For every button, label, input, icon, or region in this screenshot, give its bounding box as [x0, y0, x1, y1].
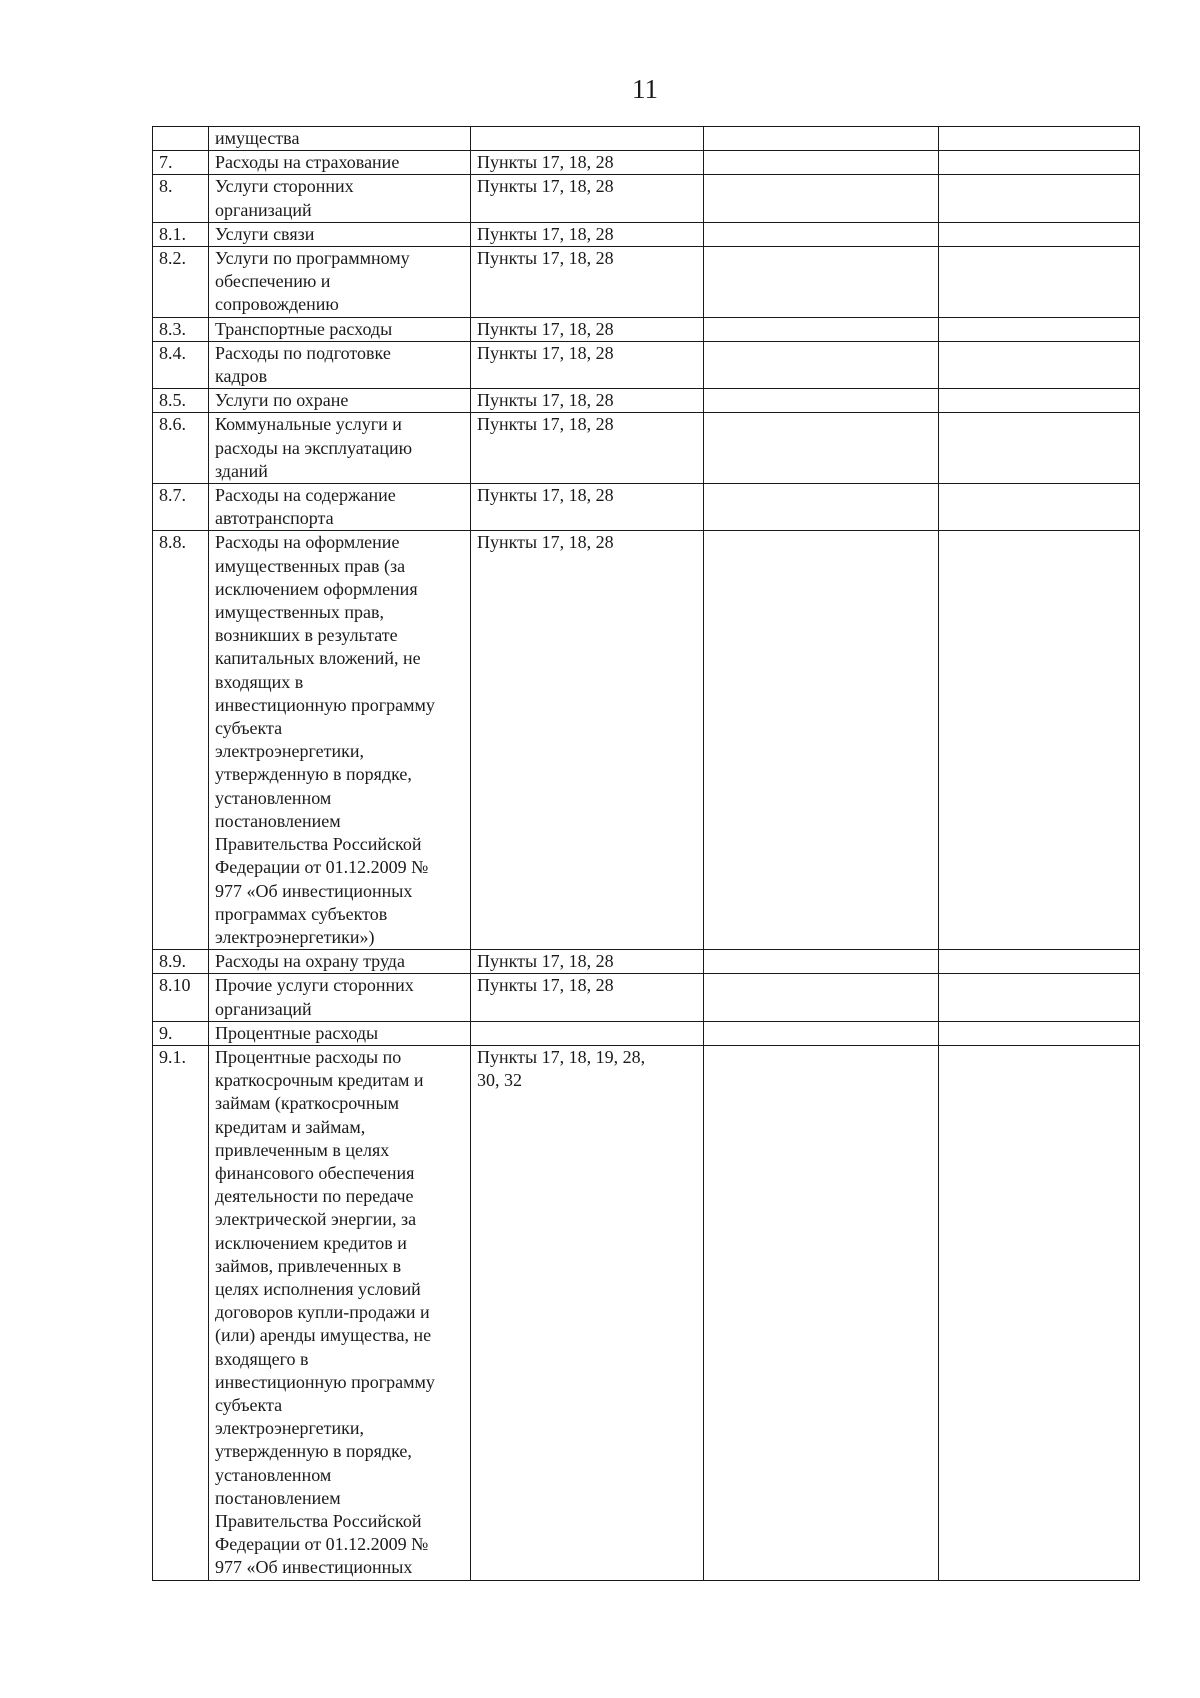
table-row: [153, 1021, 1140, 1045]
empty-cell: [704, 127, 939, 151]
item-number-cell: 8.3.: [153, 317, 209, 341]
empty-cell: [704, 413, 939, 484]
item-number-cell: 8.9.: [153, 950, 209, 974]
empty-cell: [704, 1021, 939, 1045]
item-name-cell: имущества: [209, 127, 471, 151]
empty-cell: [704, 974, 939, 1021]
table-row: [153, 413, 1140, 484]
item-name-cell: Услуги по охране: [209, 389, 471, 413]
empty-cell: [939, 389, 1140, 413]
item-name-cell: Расходы на охрану труда: [209, 950, 471, 974]
item-number-cell: 8.4.: [153, 341, 209, 388]
item-name-cell: Процентные расходы по краткосрочным кредитам и займам (краткосрочным кредитам и займам, привлеченным в целях финансового обеспечения деятельности по передаче электрической энергии, за исключением кредитов и займов, привлеченных в целях исполнения условий договоров купли-продажи и (или) аренды имущества, не входящего в инвестиционную программу субъекта электроэнергетики, утвержденную в порядке, установленном постановлением Правительства Российской Федерации от 01.12.2009 № 977 «Об инвестиционных: [209, 1045, 471, 1580]
empty-cell: [939, 151, 1140, 175]
item-number-cell: 8.6.: [153, 413, 209, 484]
empty-cell: [704, 1045, 939, 1580]
item-reference-cell: [471, 127, 704, 151]
item-number-cell: 8.7.: [153, 484, 209, 531]
table-row: [153, 247, 1140, 318]
item-reference-cell: Пункты 17, 18, 28: [471, 974, 704, 1021]
item-number-cell: 8.10: [153, 974, 209, 1021]
item-name-cell: Услуги связи: [209, 222, 471, 246]
item-name-cell: Прочие услуги сторонних организаций: [209, 974, 471, 1021]
empty-cell: [704, 175, 939, 222]
item-number-cell: 8.8.: [153, 531, 209, 950]
item-name-cell: Расходы по подготовке кадров: [209, 341, 471, 388]
empty-cell: [704, 531, 939, 950]
item-name-cell: Услуги сторонних организаций: [209, 175, 471, 222]
item-reference-cell: Пункты 17, 18, 28: [471, 341, 704, 388]
item-name-cell: Расходы на оформление имущественных прав (за исключением оформления имущественных прав, возникших в результате капитальных вложений, не входящих в инвестиционную программу субъекта электроэнергетики, утвержденную в порядке, установленном постановлением Правительства Российской Федерации от 01.12.2009 № 977 «Об инвестиционных программах субъектов электроэнергетики»): [209, 531, 471, 950]
item-reference-cell: Пункты 17, 18, 28: [471, 531, 704, 950]
item-reference-cell: Пункты 17, 18, 28: [471, 151, 704, 175]
table-row: [153, 222, 1140, 246]
item-name-cell: Услуги по программному обеспечению и сопровождению: [209, 247, 471, 318]
item-number-cell: 8.2.: [153, 247, 209, 318]
item-number-cell: 8.1.: [153, 222, 209, 246]
item-number-cell: 8.: [153, 175, 209, 222]
empty-cell: [939, 974, 1140, 1021]
item-number-cell: [153, 127, 209, 151]
item-reference-cell: Пункты 17, 18, 28: [471, 175, 704, 222]
table-row: [153, 1045, 1140, 1580]
table-row: [153, 341, 1140, 388]
empty-cell: [704, 389, 939, 413]
item-name-cell: Транспортные расходы: [209, 317, 471, 341]
empty-cell: [939, 341, 1140, 388]
item-number-cell: 7.: [153, 151, 209, 175]
table-row: [153, 317, 1140, 341]
item-number-cell: 9.1.: [153, 1045, 209, 1580]
item-reference-cell: Пункты 17, 18, 28: [471, 413, 704, 484]
table-row: [153, 389, 1140, 413]
empty-cell: [939, 222, 1140, 246]
item-reference-cell: Пункты 17, 18, 19, 28, 30, 32: [471, 1045, 704, 1580]
item-reference-cell: Пункты 17, 18, 28: [471, 484, 704, 531]
empty-cell: [939, 247, 1140, 318]
item-name-cell: Расходы на страхование: [209, 151, 471, 175]
item-number-cell: 8.5.: [153, 389, 209, 413]
empty-cell: [704, 151, 939, 175]
table-row: [153, 175, 1140, 222]
empty-cell: [939, 127, 1140, 151]
empty-cell: [939, 484, 1140, 531]
empty-cell: [704, 484, 939, 531]
table-row: [153, 531, 1140, 950]
item-reference-cell: Пункты 17, 18, 28: [471, 317, 704, 341]
table-row: [153, 950, 1140, 974]
item-reference-cell: Пункты 17, 18, 28: [471, 389, 704, 413]
item-reference-cell: Пункты 17, 18, 28: [471, 950, 704, 974]
table-row: [153, 151, 1140, 175]
page-number: 11: [632, 74, 658, 104]
cost-items-table: [152, 126, 1140, 1581]
empty-cell: [939, 531, 1140, 950]
empty-cell: [704, 247, 939, 318]
empty-cell: [939, 1045, 1140, 1580]
item-reference-cell: Пункты 17, 18, 28: [471, 222, 704, 246]
item-number-cell: 9.: [153, 1021, 209, 1045]
empty-cell: [704, 341, 939, 388]
item-name-cell: Коммунальные услуги и расходы на эксплуатацию зданий: [209, 413, 471, 484]
item-reference-cell: [471, 1021, 704, 1045]
table-body: [153, 127, 1140, 1581]
empty-cell: [939, 317, 1140, 341]
empty-cell: [939, 950, 1140, 974]
empty-cell: [704, 950, 939, 974]
item-reference-cell: Пункты 17, 18, 28: [471, 247, 704, 318]
empty-cell: [704, 317, 939, 341]
empty-cell: [939, 413, 1140, 484]
empty-cell: [939, 1021, 1140, 1045]
empty-cell: [939, 175, 1140, 222]
empty-cell: [704, 222, 939, 246]
table-row: [153, 127, 1140, 151]
item-name-cell: Процентные расходы: [209, 1021, 471, 1045]
item-name-cell: Расходы на содержание автотранспорта: [209, 484, 471, 531]
table-row: [153, 484, 1140, 531]
table-row: [153, 974, 1140, 1021]
